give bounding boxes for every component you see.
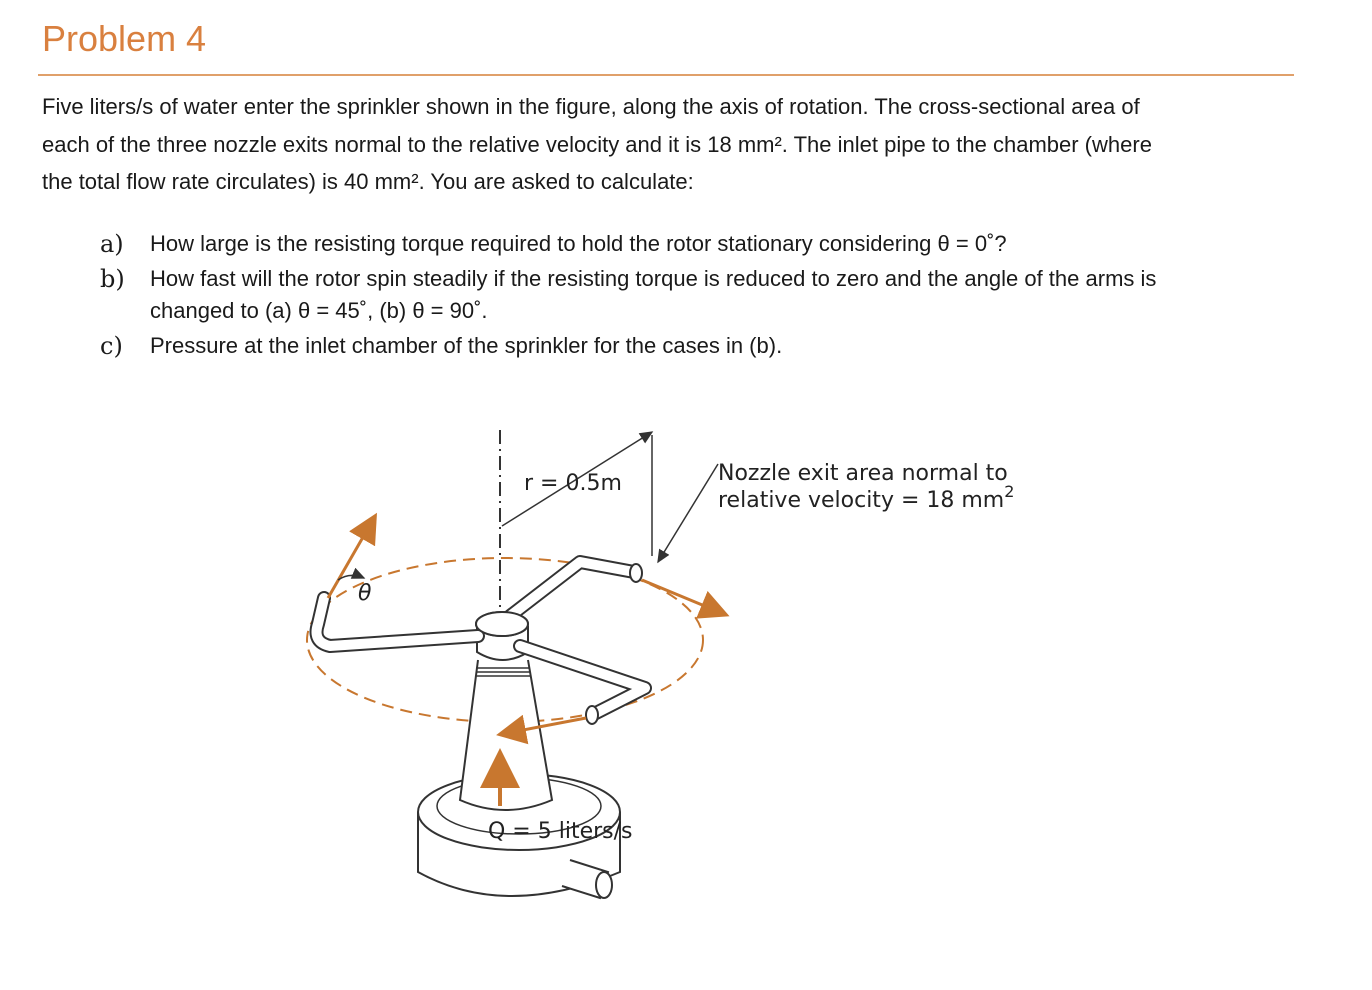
question-letter: c) [100, 332, 123, 360]
page-title: Problem 4 [42, 18, 207, 59]
question-list [100, 228, 1300, 365]
nozzle-label-superscript: 2 [1004, 482, 1015, 501]
sprinkler-figure [290, 420, 1050, 920]
question-b [100, 263, 1300, 327]
intro-line: the total flow rate circulates) is 40 mm². You are asked to calculate: [42, 169, 694, 194]
question-a [100, 228, 1300, 260]
question-text: How large is the resisting torque required to hold the rotor stationary considering θ = 0˚? [150, 231, 1007, 256]
question-letter: a) [100, 230, 124, 258]
nozzle-label-line2 [718, 482, 1014, 513]
theta-label: θ [358, 581, 372, 606]
nozzle-front [586, 706, 598, 724]
question-text: How fast will the rotor spin steadily if the resisting torque is reduced to zero and the angle of the arms is [150, 266, 1157, 291]
flow-label: Q = 5 liters/s [488, 819, 633, 844]
inlet-pipe-end [596, 872, 612, 898]
intro-line: each of the three nozzle exits normal to the relative velocity and it is 18 mm². The inlet pipe to the chamber (where [42, 131, 1152, 157]
nozzle-back [630, 564, 642, 582]
sprinkler-column [460, 660, 552, 810]
title-divider [38, 74, 1294, 76]
nozzle-label-line1: Nozzle exit area normal to [718, 461, 1008, 486]
nozzle-leader-line [658, 464, 718, 562]
question-c [100, 330, 1300, 362]
rotor-hub-cap [476, 612, 528, 636]
question-text: Pressure at the inlet chamber of the sprinkler for the cases in (b). [150, 333, 783, 358]
sprinkler-arm-back-fill [510, 562, 634, 616]
question-text: changed to (a) θ = 45˚, (b) θ = 90˚. [150, 298, 488, 323]
nozzle-label-text: relative velocity = 18 mm [718, 488, 1005, 513]
problem-statement [42, 88, 1302, 201]
intro-line: Five liters/s of water enter the sprinkler shown in the figure, along the axis of rotation. The cross-sectional area of [42, 94, 1140, 119]
sprinkler-diagram [290, 420, 1050, 920]
question-letter: b) [100, 265, 125, 293]
jet-arrow-back [642, 580, 724, 614]
radius-label: r = 0.5m [524, 471, 622, 496]
